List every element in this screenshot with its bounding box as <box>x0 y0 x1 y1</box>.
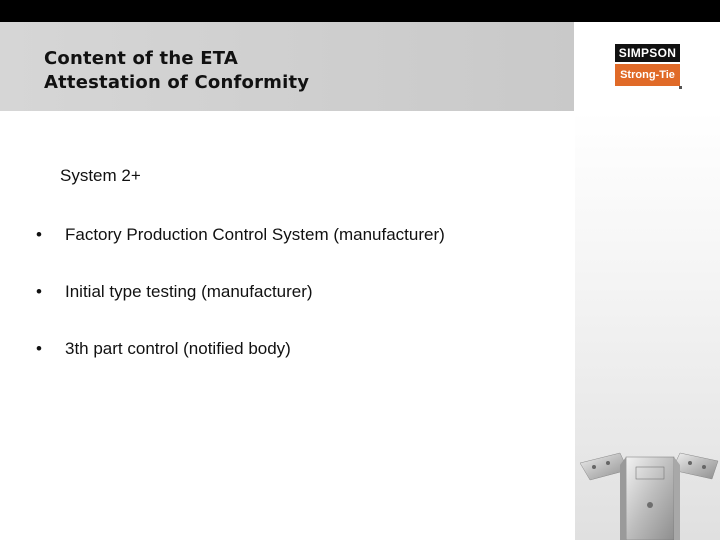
slide-title-line2: Attestation of Conformity <box>44 72 310 93</box>
bullet-item <box>36 225 445 245</box>
bullet-text: Factory Production Control System (manufacturer) <box>65 225 445 244</box>
bullet-text: Initial type testing (manufacturer) <box>65 282 313 301</box>
top-bar <box>0 0 720 22</box>
metal-connector-bracket-icon <box>580 445 720 540</box>
bullet-dot-icon: • <box>36 339 42 358</box>
bullet-item <box>36 282 313 302</box>
registered-mark-icon <box>679 86 682 89</box>
bullet-dot-icon: • <box>36 282 42 301</box>
strong-tie-logo-bottom: Strong-Tie <box>615 64 680 86</box>
system-subtitle: System 2+ <box>60 166 141 185</box>
slide-title-line1: Content of the ETA <box>44 48 238 69</box>
simpson-logo-top: SIMPSON <box>615 44 680 62</box>
bullet-dot-icon: • <box>36 225 42 244</box>
bullet-text: 3th part control (notified body) <box>65 339 291 358</box>
bullet-item <box>36 339 291 359</box>
